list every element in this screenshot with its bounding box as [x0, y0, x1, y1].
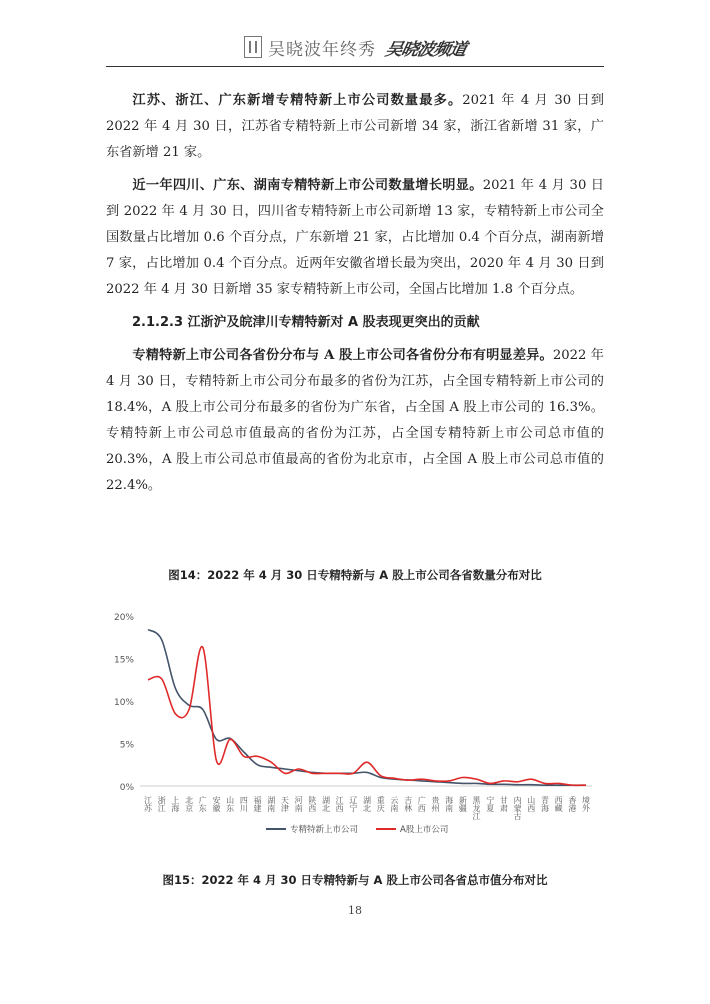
x-tick-label: 浙江	[157, 796, 167, 812]
x-tick-label: 江苏	[143, 796, 153, 812]
x-tick-label: 黑龙江	[472, 796, 481, 820]
signature-logo: 吴晓波频道	[383, 39, 468, 60]
legend-label: 专精特新上市公司	[290, 825, 359, 835]
page-header	[0, 30, 710, 64]
x-tick-label: 江西	[335, 796, 345, 812]
y-tick-label: 20%	[113, 613, 134, 623]
x-tick-label: 安徽	[211, 796, 221, 812]
series-line-a-share	[148, 647, 586, 786]
paragraph-1-body: 2021 年 4 月 30 日到 2022 年 4 月 30 日，江苏省专精特新上市公司新增 34 家，浙江省新增 31 家，广东省新增 21 家。	[106, 93, 604, 160]
y-tick-label: 15%	[113, 655, 134, 666]
x-tick-label: 云南	[389, 796, 399, 812]
y-tick-label: 10%	[113, 698, 134, 708]
x-tick-label: 甘肃	[499, 796, 509, 812]
paragraph-2	[106, 173, 604, 303]
x-tick-label: 陕西	[307, 796, 317, 812]
x-tick-label: 湖北	[362, 796, 372, 812]
figure-14-caption: 图14：2022 年 4 月 30 日专精特新与 A 股上市公司各省数量分布对比	[168, 568, 542, 582]
x-tick-label: 西藏	[554, 796, 564, 812]
y-tick-label: 0%	[119, 783, 134, 793]
page-number: 18	[348, 904, 362, 917]
figure-15-caption: 图15：2022 年 4 月 30 日专精特新与 A 股上市公司各省总市值分布对比	[162, 873, 548, 887]
paragraph-2-body: 2021 年 4 月 30 日到 2022 年 4 月 30 日，四川省专精特新上市公司新增 13 家，专精特新上市公司全国数量占比增加 0.6 个百分点，广东新增 21 家，占比增加 0.4 个百分点，湖南新增 7 家，占比增加 0.4 个百分点。近两年安徽省增长最为突出，2020 年 4 月 30 日到 2022 年 4 月 30 日新增 35 家专精特新上市公司，全国占比增加 1.8 个百分点。	[106, 178, 604, 297]
x-tick-label: 上海	[170, 796, 180, 812]
y-tick-label: 5%	[119, 740, 134, 751]
x-tick-label: 北京	[184, 796, 194, 812]
x-tick-label: 贵州	[430, 796, 440, 812]
x-tick-label: 四川	[239, 796, 249, 812]
x-tick-label: 重庆	[376, 796, 386, 812]
header-divider	[106, 66, 604, 67]
x-tick-label: 内蒙古	[513, 796, 523, 820]
section-subheading: 2.1.2.3 江浙沪及皖津川专精特新对 A 股表现更突出的贡献	[132, 315, 480, 330]
x-tick-label: 香港	[567, 796, 577, 812]
x-tick-label: 福建	[253, 796, 262, 812]
paragraph-3	[106, 343, 604, 499]
x-tick-label: 吉林	[403, 796, 413, 812]
paragraph-3-lead: 专精特新上市公司各省份分布与 A 股上市公司各省份分布有明显差异。	[132, 348, 553, 363]
x-tick-label: 河南	[294, 796, 304, 812]
x-tick-label: 湖北	[321, 796, 331, 812]
header-title: 吴晓波年终秀	[268, 39, 376, 60]
paragraph-3-body: 2022 年 4 月 30 日，专精特新上市公司分布最多的省份为江苏，占全国专精特新上市公司的 18.4%，A 股上市公司分布最多的省份为广东省，占全国 A 股上市公司的 16.3%。专精特新上市公司总市值最高的省份为江苏，占全国专精特新上市公司总市值的 20.3%，A 股上市公司总市值最高的省份为北京市，占全国 A 股上市公司总市值的 22.4%。	[106, 348, 604, 493]
x-tick-label: 山东	[225, 796, 235, 812]
paragraph-1-lead: 江苏、浙江、广东新增专精特新上市公司数量最多。	[132, 93, 463, 108]
logo-icon	[244, 36, 262, 58]
x-tick-label: 宁夏	[485, 796, 495, 812]
x-tick-label: 海南	[444, 796, 454, 812]
x-tick-label: 广西	[417, 796, 427, 812]
x-tick-label: 新疆	[458, 796, 468, 812]
x-tick-label: 山西	[526, 796, 536, 812]
x-tick-label: 境外	[581, 796, 591, 812]
legend-label: A股上市公司	[400, 825, 449, 835]
figure-14-chart	[106, 600, 604, 846]
paragraph-2-lead: 近一年四川、广东、湖南专精特新上市公司数量增长明显。	[132, 178, 483, 193]
body-text	[106, 88, 604, 506]
paragraph-1	[106, 88, 604, 166]
x-tick-label: 天津	[280, 796, 290, 812]
x-tick-label: 湖南	[266, 796, 276, 812]
x-tick-label: 广东	[198, 796, 208, 812]
x-tick-label: 辽宁	[348, 796, 358, 812]
x-tick-label: 青海	[540, 796, 550, 812]
